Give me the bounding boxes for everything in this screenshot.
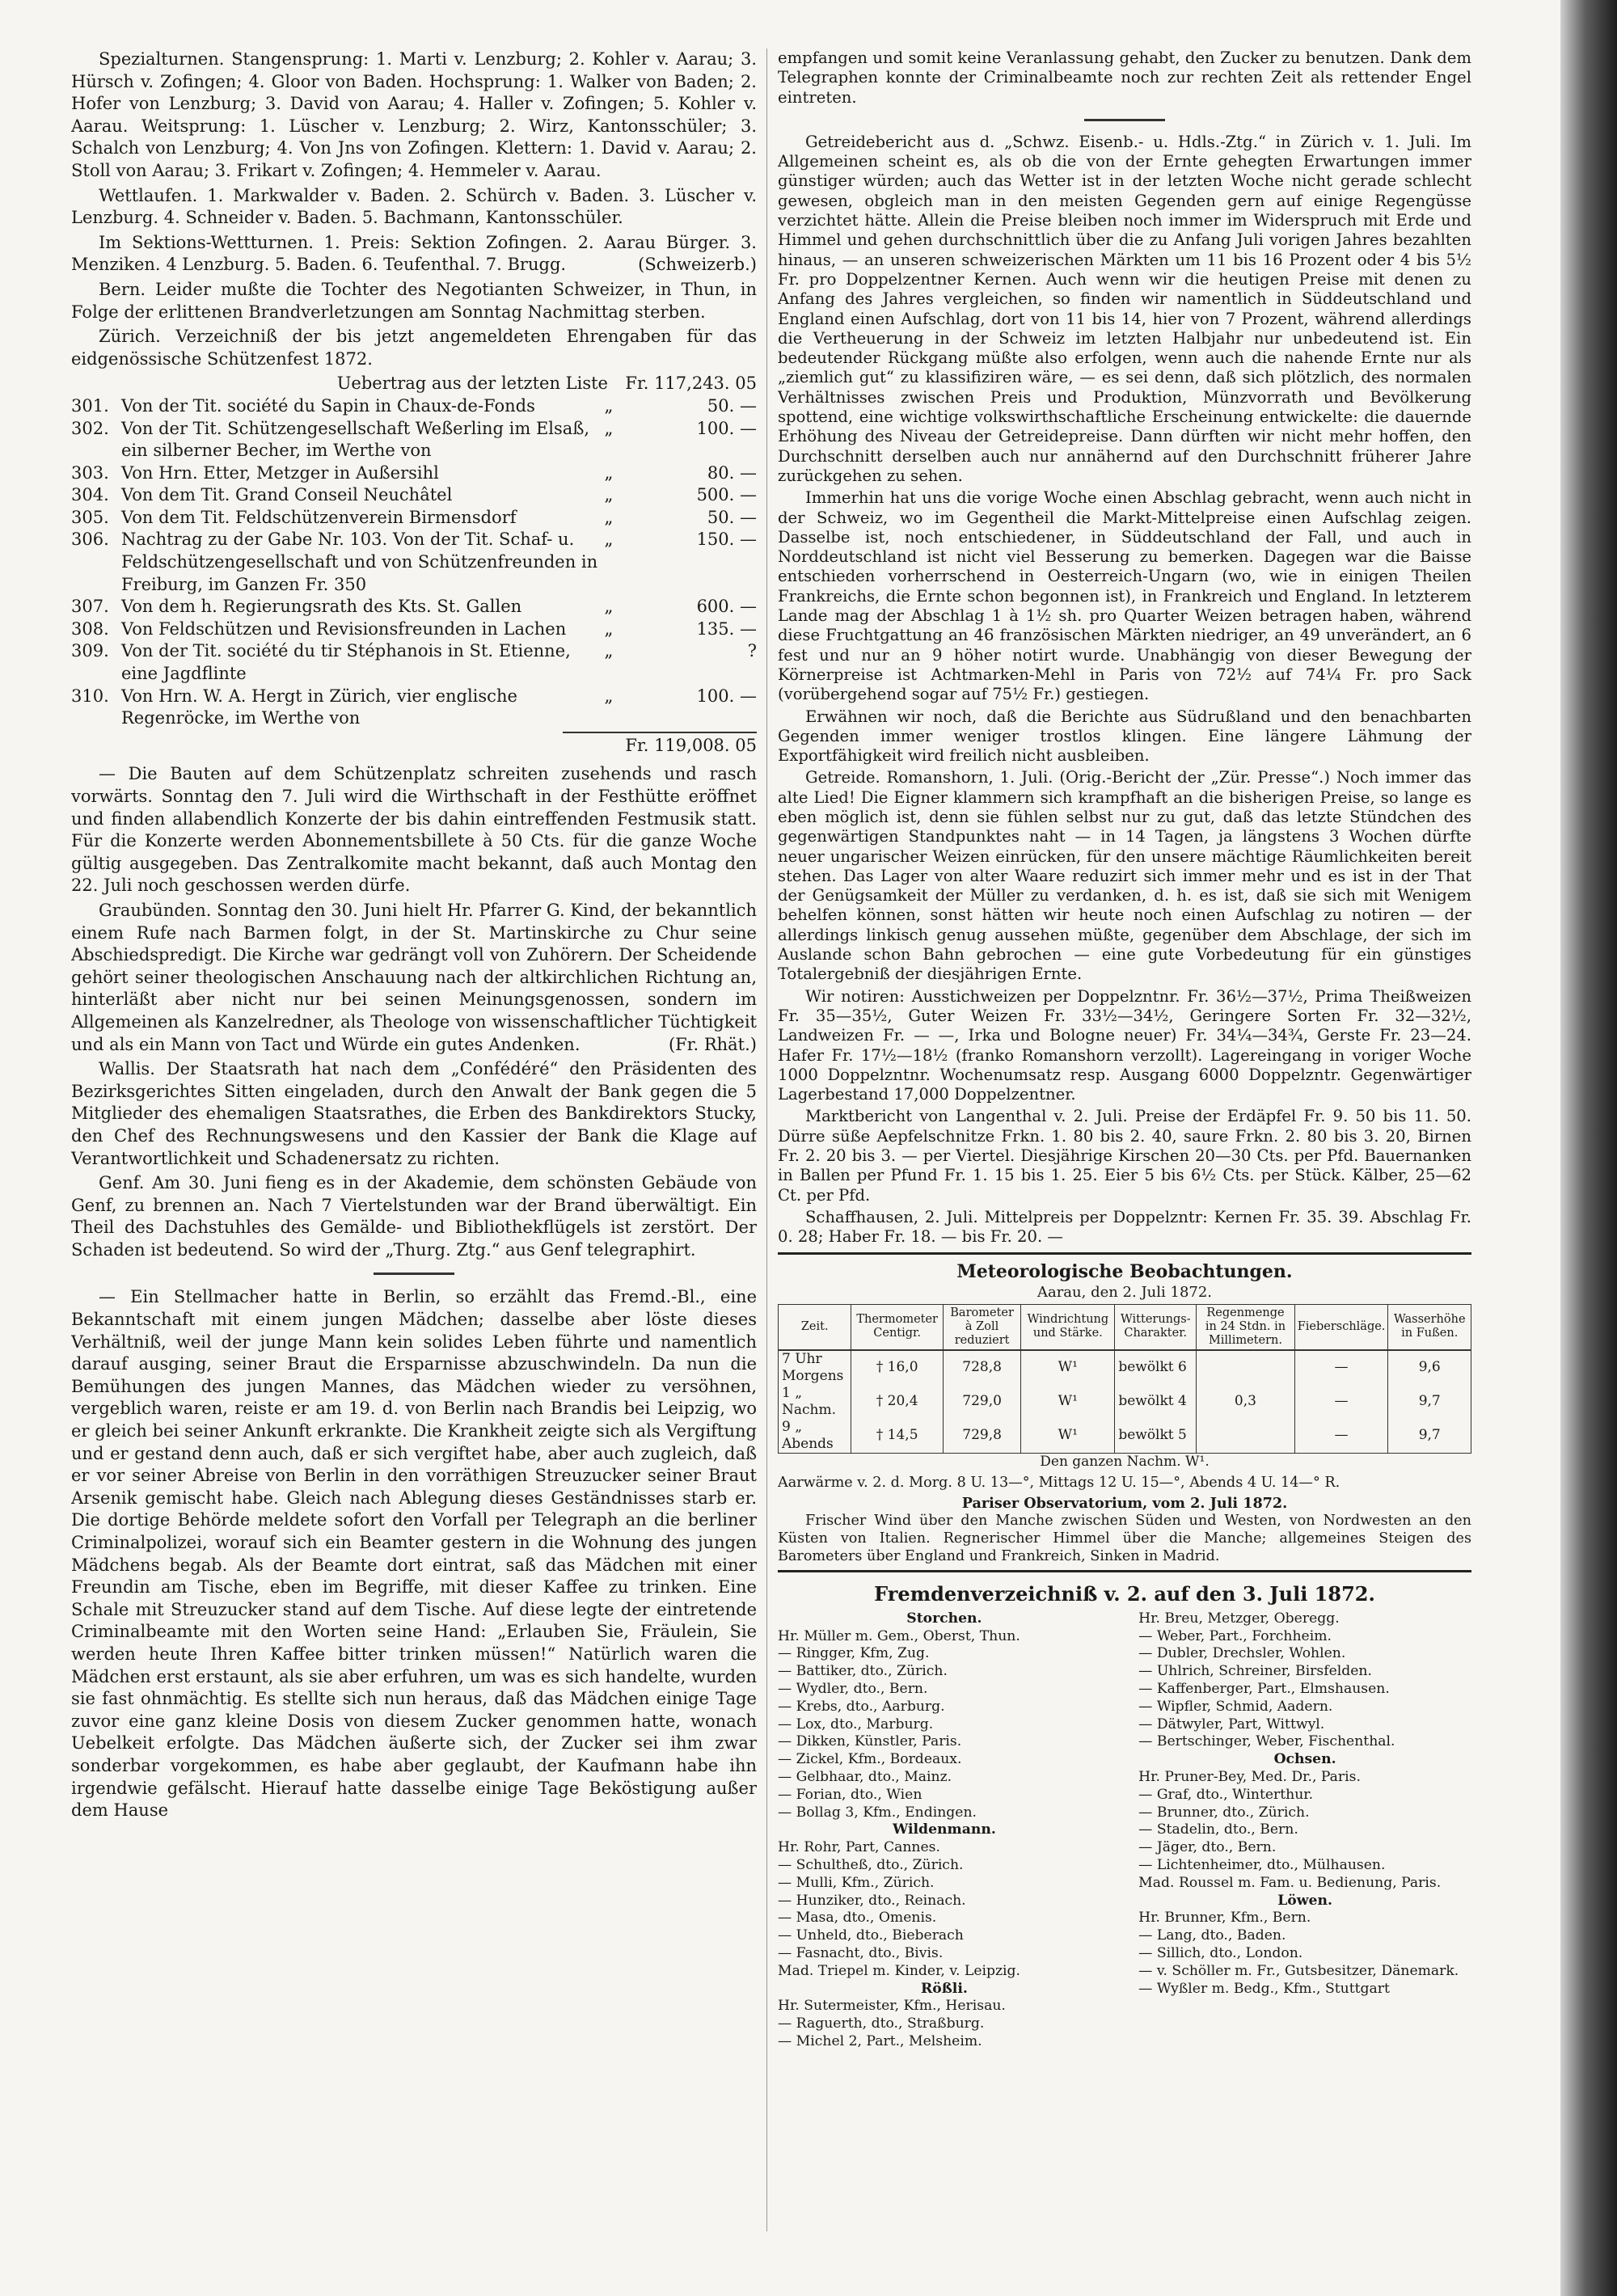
fremden-top-rule bbox=[778, 1570, 1471, 1572]
meteo-cell: 9,7 bbox=[1388, 1385, 1471, 1419]
guest-entry: — Sillich, dto., London. bbox=[1138, 1944, 1303, 1961]
zurich-intro: Zürich. Verzeichniß der bis jetzt angemeldeten Ehrengaben für das eidgenössische Schützenfest 1872. bbox=[71, 327, 757, 369]
ehrengabe-amount: 135. — bbox=[696, 618, 757, 639]
ehrengabe-number: 303. bbox=[71, 462, 109, 483]
graubunden-source: (Fr. Rhät.) bbox=[668, 1034, 757, 1054]
guest-entry: — Zickel, Kfm., Bordeaux. bbox=[778, 1751, 962, 1768]
ehrengabe-number: 307. bbox=[71, 597, 109, 617]
ehrengabe-number: 301. bbox=[71, 395, 109, 416]
meteo-cell: 7 Uhr Morgens bbox=[779, 1350, 851, 1385]
guest-entry: Hr. Müller m. Gem., Oberst, Thun. bbox=[778, 1627, 1020, 1644]
ehrengabe-text: Von Hrn. W. A. Hergt in Zürich, vier englische Regenröcke, im Werthe von bbox=[121, 686, 517, 728]
meteo-cell: 729,8 bbox=[943, 1419, 1020, 1454]
guest-entry: Hr. Rohr, Part, Cannes. bbox=[778, 1839, 940, 1856]
ehrengabe-row bbox=[71, 395, 757, 418]
meteo-cell: — bbox=[1294, 1350, 1388, 1385]
ehrengabe-number: 305. bbox=[71, 507, 109, 527]
total-row: Fr. 119,008. 05 bbox=[625, 735, 757, 755]
meteo-cell: 729,0 bbox=[943, 1385, 1020, 1419]
romanshorn-paragraph: Getreide. Romanshorn, 1. Juli. (Orig.-Bericht der „Zür. Presse“.) Noch immer das alte Lied! Die Eigner klammern sich krampfhaft an die bisherigen Preise, so lange es eben möglich ist, denn sie fühlen selbst nur zu gut, daß das letzte Stündchen des gegenwärtigen Standpunktes naht — in 14 Tagen, ja längstens 3 Wochen dürfte neuer ungarischer Weizen einrücken, für den unsere mächtige Räumlichkeiten bereit stehen. Das Lager von alter Waare reduzirt sich immer mehr und es ist in der That der Genügsamkeit der Müller zu verdanken, d. h. es ist, daß sie sich mit Wenigem behelfen können, sonst hätten wir heute noch einen Aufschlag zu notiren — der allerdings linkisch genug aussehen müßte, gegenüber dem Abschlage, der sich im Auslande schon Bahn gebrochen — eine gute Vorbedeutung für ein günstiges Totalergebniß der diesjährigen Ernte. bbox=[778, 768, 1471, 984]
ehrengaben-rows bbox=[71, 395, 757, 730]
ehrengabe-text: Von dem Tit. Grand Conseil Neuchâtel bbox=[121, 485, 453, 505]
ehrengabe-amount: 100. — bbox=[696, 418, 757, 438]
schaffhausen-paragraph: Schaffhausen, 2. Juli. Mittelpreis per Doppelzntr: Kernen Fr. 35. 39. Abschlag Fr. 0. 28; Haber Fr. 18. — bis Fr. 20. — bbox=[778, 1207, 1471, 1247]
meteo-table bbox=[778, 1304, 1471, 1454]
sektion-source: (Schweizerb.) bbox=[638, 255, 757, 275]
meteo-cell: 9,6 bbox=[1388, 1350, 1471, 1385]
right-column bbox=[778, 49, 1471, 2223]
ehrengabe-text: Von dem Tit. Feldschützenverein Birmensdorf bbox=[121, 507, 517, 527]
guest-entry: — Krebs, dto., Aarburg. bbox=[778, 1698, 945, 1715]
meteo-cell: W¹ bbox=[1021, 1385, 1115, 1419]
ehrengabe-row bbox=[71, 484, 757, 507]
ehrengabe-text: Von der Tit. société du Sapin in Chaux-de-Fonds bbox=[121, 395, 535, 416]
guest-entry: — Lox, dto., Marburg. bbox=[778, 1716, 934, 1733]
ehrengabe-amount: 50. — bbox=[707, 507, 757, 527]
guest-entry: — Dikken, Künstler, Paris. bbox=[778, 1733, 962, 1750]
guest-entry: — Battiker, dto., Zürich. bbox=[778, 1663, 948, 1680]
ditto-mark: „ bbox=[604, 641, 614, 661]
guest-entry: — Fasnacht, dto., Bivis. bbox=[778, 1944, 944, 1961]
ehrengabe-row bbox=[71, 507, 757, 530]
meteo-footer: Den ganzen Nachm. W¹. bbox=[1040, 1453, 1210, 1470]
guest-entry: — v. Schöller m. Fr., Gutsbesitzer, Dänemark. bbox=[1138, 1962, 1459, 1979]
hotel-heading: Löwen. bbox=[1277, 1892, 1332, 1909]
getreide-paragraph-2: Immerhin hat uns die vorige Woche einen Abschlag gebracht, wenn auch nicht in der Schweiz, wo im Gegentheil die Markt-Mittelpreise einen Aufschlag zeigen. Dasselbe ist, noch entschiedener, in Süddeutschland der Fall, und auch in Norddeutschland ist nicht viel Besserung zu bemerken. Dagegen war die Baisse entschieden vorherrschend in Oesterreich-Ungarn (wo, wie in einigen Theilen Frankreichs, die Ernte schon begonnen ist), in Frankreich und England. In letzterem Lande mag der Abschlag 1 à 1½ sh. pro Quarter Weizen betragen haben, während diese Fruchtgattung an 46 französischen Märkten niedriger, an 49 unverändert, an 6 fest und nur an 9 höher notirt wurde. Unabhängig von dieser Bewegung der Körnerpreise ist Achtmarken-Mehl in Paris von 72½ auf 74¼ Fr. pro Sack (vorübergehend sogar auf 75½ Fr.) gestiegen. bbox=[778, 488, 1471, 704]
bern-paragraph: Bern. Leider mußte die Tochter des Negotianten Schweizer, in Thun, in Folge der erlittenen Brandverletzungen am Sonntag Nachmittag sterben. bbox=[71, 279, 757, 322]
guest-entry: — Schultheß, dto., Zürich. bbox=[778, 1856, 964, 1873]
guest-entry: — Stadelin, dto., Bern. bbox=[1138, 1821, 1298, 1838]
pariser-heading: Pariser Observatorium, vom 2. Juli 1872. bbox=[961, 1494, 1288, 1512]
column-separator bbox=[766, 49, 767, 2231]
fremden-left bbox=[778, 1610, 1111, 2051]
meteo-cell: 728,8 bbox=[943, 1350, 1020, 1385]
ehrengabe-row bbox=[71, 529, 757, 596]
meteo-header-cell: Windrichtung und Stärke. bbox=[1021, 1304, 1115, 1350]
bauten-paragraph: — Die Bauten auf dem Schützenplatz schreiten zusehends und rasch vorwärts. Sonntag den 7. Juli wird die Wirthschaft in der Festhütte eröffnet und finden allabendlich Konzerte der bis dahin eintreffenden Festmusik statt. Für die Konzerte werden Abonnementsbillete à 50 Cts. für die ganze Woche gültig ausgegeben. Das Zentralkomite macht bekannt, daß auch Montag den 22. Juli noch geschossen werden dürfe. bbox=[71, 764, 757, 896]
meteo-cell: bewölkt 5 bbox=[1115, 1419, 1197, 1454]
guest-entry: — Ringger, Kfm, Zug. bbox=[778, 1645, 930, 1662]
guest-entry: — Raguerth, dto., Straßburg. bbox=[778, 2015, 985, 2032]
section-rule bbox=[374, 1273, 454, 1275]
ditto-mark: „ bbox=[604, 597, 614, 617]
ehrengabe-amount: 150. — bbox=[696, 530, 757, 550]
meteo-body bbox=[779, 1350, 1471, 1454]
guest-entry: — Uhlrich, Schreiner, Birsfelden. bbox=[1138, 1663, 1372, 1680]
guest-entry: — Bertschinger, Weber, Fischenthal. bbox=[1138, 1733, 1395, 1750]
meteo-cell: bewölkt 6 bbox=[1115, 1350, 1197, 1385]
ditto-mark: „ bbox=[604, 485, 614, 505]
ehrengabe-row bbox=[71, 418, 757, 462]
ditto-mark: „ bbox=[604, 507, 614, 527]
ehrengabe-amount: 50. — bbox=[707, 395, 757, 416]
wallis-paragraph: Wallis. Der Staatsrath hat nach dem „Confédéré“ den Präsidenten des Bezirksgerichtes Sitten eingeladen, durch den Anwalt der Bank gegen die 5 Mitglieder des ehemaligen Staatsrathes, die Erben des Bankdirektors Stucky, den Chef des Rechnungswesens und den Kassier der Bank die Klage auf Verantwortlichkeit und Schadenersatz zu richten. bbox=[71, 1059, 757, 1168]
guest-entry: — Michel 2, Part., Melsheim. bbox=[778, 2032, 982, 2049]
ehrengabe-amount: 80. — bbox=[707, 462, 757, 483]
guest-entry: — Wydler, dto., Bern. bbox=[778, 1681, 928, 1697]
meteo-top-rule bbox=[778, 1252, 1471, 1255]
meteo-header-cell: Wasserhöhe in Fußen. bbox=[1388, 1304, 1471, 1350]
meteo-header-row bbox=[779, 1304, 1471, 1350]
genf-paragraph: Genf. Am 30. Juni fieng es in der Akademie, dem schönsten Gebäude von Genf, zu brennen an. Nach 7 Viertelstunden war der Brand überwältigt. Ein Theil des Dachstuhles des Gemälde- und Bibliothekflügels ist zerstört. Der Schaden ist bedeutend. So wird der „Thurg. Ztg.“ aus Genf telegraphirt. bbox=[71, 1173, 757, 1260]
continuation-paragraph: empfangen und somit keine Veranlassung gehabt, den Zucker zu benutzen. Dank dem Telegraphen konnte der Criminalbeamte noch zur rechten Zeit als rettender Engel eintreten. bbox=[778, 49, 1471, 107]
guest-entry: — Lichtenheimer, dto., Mülhausen. bbox=[1138, 1856, 1386, 1873]
graubunden-paragraph: Graubünden. Sonntag den 30. Juni hielt Hr. Pfarrer G. Kind, der bekanntlich einem Rufe nach Barmen folgt, in der St. Martinskirche zu Chur seine Abschiedspredigt. Die Kirche war gedrängt voll von Zuhörern. Der Scheidende gehört seiner theologischen Anschauung nach der altkirchlichen Richtung an, hinterläßt aber nicht nur bei seinen Meinungsgenossen, sondern im Allgemeinen als Kanzelredner, als Theologe von wissenschaftlicher Tüchtigkeit und als ein Mann von Tact und Würde ein gutes Andenken. (Fr. Rhät.) bbox=[71, 900, 757, 1056]
hotel-heading: Rößli. bbox=[920, 1980, 968, 1997]
guest-entry: — Weber, Part., Forchheim. bbox=[1138, 1627, 1332, 1644]
ehrengabe-amount: 100. — bbox=[696, 686, 757, 706]
getreide-paragraph-3: Erwähnen wir noch, daß die Berichte aus Südrußland und den benachbarten Gegenden immer weniger trostlos klingen. Eine längere Lähmung der Exportfähigkeit wird freilich nicht ausbleiben. bbox=[778, 707, 1471, 766]
sum-rule bbox=[563, 732, 757, 733]
meteo-cell: † 20,4 bbox=[851, 1385, 943, 1419]
markt-paragraph: Marktbericht von Langenthal v. 2. Juli. Preise der Erdäpfel Fr. 9. 50 bis 11. 50. Dürre süße Aepfelschnitze Frkn. 1. 80 bis 2. 40, saure Frkn. 2. 80 bis 3. 20, Birnen Fr. 2. 20 bis 3. — per Viertel. Diesjährige Kirschen 20—30 Cts. per Pfd. Bauernanken in Ballen per Pfund Fr. 1. 15 bis 1. 25. Eier 5 bis 6½ Cts. per Stück. Kälber, 25—62 Ct. per Pfd. bbox=[778, 1107, 1471, 1205]
ehrengabe-row bbox=[71, 462, 757, 485]
ehrengabe-text: Von der Tit. société du tir Stéphanois in St. Etienne, eine Jagdflinte bbox=[121, 641, 571, 684]
meteo-subtitle: Aarau, den 2. Juli 1872. bbox=[1036, 1283, 1213, 1301]
meteo-cell: W¹ bbox=[1021, 1419, 1115, 1454]
ehrengabe-row bbox=[71, 618, 757, 641]
hotel-heading: Ochsen. bbox=[1273, 1751, 1336, 1768]
meteo-cell: — bbox=[1294, 1419, 1388, 1454]
guest-entry: — Forian, dto., Wien bbox=[778, 1786, 922, 1803]
guest-entry: — Wyßler m. Bedg., Kfm., Stuttgart bbox=[1138, 1980, 1390, 1997]
meteo-cell bbox=[1197, 1419, 1294, 1454]
meteo-row bbox=[779, 1385, 1471, 1419]
ehrengabe-text: Von Hrn. Etter, Metzger in Außersihl bbox=[121, 462, 439, 483]
ehrengabe-row bbox=[71, 686, 757, 730]
ehrengabe-number: 308. bbox=[71, 618, 109, 639]
guest-entry: — Unheld, dto., Bieberach bbox=[778, 1927, 964, 1944]
ehrengabe-amount: 500. — bbox=[696, 485, 757, 505]
meteo-cell: † 16,0 bbox=[851, 1350, 943, 1385]
guest-entry: Hr. Pruner-Bey, Med. Dr., Paris. bbox=[1138, 1768, 1361, 1785]
guest-entry: — Bollag 3, Kfm., Endingen. bbox=[778, 1804, 977, 1821]
meteo-row bbox=[779, 1419, 1471, 1454]
left-column bbox=[71, 49, 757, 2223]
stellmacher-paragraph: — Ein Stellmacher hatte in Berlin, so erzählt das Fremd.-Bl., eine Bekanntschaft mit einem jungen Mädchen; dasselbe aber löste dieses Verhältniß, weil der junge Mann kein solides Leben führte und namentlich darauf ausging, seiner Braut die Ersparnisse abzuschwindeln. Da nun die Bemühungen des jungen Mannes, das Mädchen wieder zu versöhnen, vergeblich waren, reiste er am 19. d. von Berlin nach Brandis bei Leipzig, wo er gleich bei seiner Ankunft erkrankte. Die Krankheit zeigte sich als Vergiftung und er gestand denn auch, daß er sich vergiftet habe, aber auch zugleich, daß er vor seiner Abreise von Berlin in den vorräthigen Streuzucker seiner Braut Arsenik gemischt habe. Gleich nach Ablegung dieses Geständnisses starb er. Die dortige Behörde meldete sofort den Vorfall per Telegraph an die berliner Criminalpolizei, worauf sich ein Beamter gestern in die Wohnung des jungen Mädchens begab. Als der Beamte dort eintrat, saß das Mädchen mit einer Freundin am Tische, eben im Begriffe, mit dieser Kaffee zu trinken. Eine Schale mit Streuzucker stand auf dem Tische. Auf diese legte der eintretende Criminalbeamte mit den Worten seine Hand: „Erlauben Sie, Fräulein, Sie werden heute Ihren Kaffee bitter trinken müssen!“ Natürlich waren die Mädchen erst erstaunt, als sie aber erfuhren, um was es sich handelte, wurden sie fast ohnmächtig. Es stellte sich nun heraus, daß das Mädchen einige Tage zuvor eine ganz kleine Dosis von diesem Zucker genommen hatte, wonach Uebelkeit erfolgte. Das Mädchen äußerte sich, der Zucker sei ihm zwar sonderbar vorgekommen, es habe aber geglaubt, der Kaufmann habe ihn irgendwie gefälscht. Hierauf hatte dasselbe einige Tage Beköstigung außer dem Hause bbox=[71, 1287, 757, 1821]
ditto-mark: „ bbox=[604, 618, 614, 639]
page-binding-edge bbox=[1560, 0, 1617, 2296]
guest-entry: — Masa, dto., Omenis. bbox=[778, 1910, 937, 1927]
guest-entry: — Graf, dto., Winterthur. bbox=[1138, 1786, 1314, 1803]
sport-paragraph: Spezialturnen. Stangensprung: 1. Marti v. Lenzburg; 2. Kohler v. Aarau; 3. Hürsch v. Zofingen; 4. Gloor von Baden. Hochsprung: 1. Walker von Baden; 2. Hofer von Lenzburg; 3. David von Aarau; 4. Haller v. Zofingen; 5. Kohler v. Aarau. Weitsprung: 1. Lüscher v. Lenzburg; 2. Wirz, Kantonsschüler; 3. Schalch von Lenzburg; 4. Von Jns von Zofingen. Klettern: 1. David v. Aarau; 2. Stoll von Aarau; 3. Frikart v. Zofingen; 4. Hemmeler v. Aarau. bbox=[71, 49, 757, 180]
notiren-paragraph: Wir notiren: Ausstichweizen per Doppelzntnr. Fr. 36½—37½, Prima Theißweizen Fr. 35—35½, Guter Weizen Fr. 33½—34½, Geringere Sorten Fr. 32—32½, Landweizen Fr. — —, Irka und Bologne neuer) Fr. 34¼—34¾, Gerste Fr. 23—24. Hafer Fr. 17½—18½ (franko Romanshorn verzollt). Lagereingang in voriger Woche 1000 Doppelzntnr. Wochenumsatz resp. Ausgang 6000 Doppelzntr. Gegenwärtiger Lagerbestand 17,000 Doppelzentner. bbox=[778, 986, 1471, 1104]
fremden-list bbox=[778, 1610, 1471, 2051]
guest-entry: — Kaffenberger, Part., Elmshausen. bbox=[1138, 1681, 1390, 1697]
meteo-header-cell: Regenmenge in 24 Stdn. in Millimetern. bbox=[1197, 1304, 1294, 1350]
ehrengabe-text: Nachtrag zu der Gabe Nr. 103. Von der Tit. Schaf- u. Feldschützengesellschaft und von Schützenfreunden in Freiburg, im Ganzen Fr. 350 bbox=[121, 530, 598, 594]
ehrengabe-amount: 600. — bbox=[696, 597, 757, 617]
meteo-cell: W¹ bbox=[1021, 1350, 1115, 1385]
fremden-right bbox=[1138, 1610, 1471, 2051]
meteo-cell: — bbox=[1294, 1385, 1388, 1419]
meteo-header-cell: Fieberschläge. bbox=[1294, 1304, 1388, 1350]
guest-entry: — Hunziker, dto., Reinach. bbox=[778, 1892, 966, 1909]
ehrengabe-number: 310. bbox=[71, 686, 109, 706]
ditto-mark: „ bbox=[604, 686, 614, 706]
uebertrag-row: Uebertrag aus der letzten Liste Fr. 117,243. 05 bbox=[336, 374, 757, 394]
meteo-cell: 0,3 bbox=[1197, 1385, 1294, 1419]
guest-entry: — Lang, dto., Baden. bbox=[1138, 1927, 1286, 1944]
meteo-cell bbox=[1197, 1350, 1294, 1385]
ehrengabe-number: 309. bbox=[71, 641, 109, 661]
meteo-cell: 1 „ Nachm. bbox=[779, 1385, 851, 1419]
ditto-mark: „ bbox=[604, 530, 614, 550]
ditto-mark: „ bbox=[604, 418, 614, 438]
ehrengabe-text: Von Feldschützen und Revisionsfreunden in Lachen bbox=[121, 618, 567, 639]
pariser-paragraph: Frischer Wind über den Manche zwischen Süden und Westen, von Nordwesten an den Küsten von Italien. Regnerischer Himmel über die Manche; allgemeines Steigen des Barometers über England und Frankreich, Sinken in Madrid. bbox=[778, 1512, 1471, 1564]
guest-entry: Hr. Breu, Metzger, Oberegg. bbox=[1138, 1610, 1340, 1627]
meteo-cell: † 14,5 bbox=[851, 1419, 943, 1454]
ditto-mark: „ bbox=[604, 395, 614, 416]
guest-entry: Mad. Triepel m. Kinder, v. Leipzig. bbox=[778, 1962, 1021, 1979]
guest-entry: — Mulli, Kfm., Zürich. bbox=[778, 1874, 935, 1891]
ehrengabe-text: Von dem h. Regierungsrath des Kts. St. Gallen bbox=[121, 597, 522, 617]
meteo-cell: bewölkt 4 bbox=[1115, 1385, 1197, 1419]
aarwarme-line: Aarwärme v. 2. d. Morg. 8 U. 13—°, Mittags 12 U. 15—°, Abends 4 U. 14—° R. bbox=[778, 1474, 1340, 1491]
ditto-mark: „ bbox=[604, 462, 614, 483]
meteo-cell: 9 „ Abends bbox=[779, 1419, 851, 1454]
guest-entry: — Dubler, Drechsler, Wohlen. bbox=[1138, 1645, 1346, 1662]
fremden-title: Fremdenverzeichniß v. 2. auf den 3. Juli 1872. bbox=[874, 1581, 1375, 1606]
guest-entry: — Gelbhaar, dto., Mainz. bbox=[778, 1768, 952, 1785]
guest-entry: Hr. Brunner, Kfm., Bern. bbox=[1138, 1910, 1311, 1927]
guest-entry: — Brunner, dto., Zürich. bbox=[1138, 1804, 1310, 1821]
guest-entry: — Dätwyler, Part, Wittwyl. bbox=[1138, 1716, 1325, 1733]
guest-entry: — Jäger, dto., Bern. bbox=[1138, 1839, 1277, 1856]
hotel-heading: Wildenmann. bbox=[893, 1821, 996, 1838]
meteo-header-cell: Witterungs-Charakter. bbox=[1115, 1304, 1197, 1350]
guest-entry: — Wipfler, Schmid, Aadern. bbox=[1138, 1698, 1333, 1715]
guest-entry: Mad. Roussel m. Fam. u. Bedienung, Paris. bbox=[1138, 1874, 1442, 1891]
getreidebericht-paragraph: Getreidebericht aus d. „Schwz. Eisenb.- u. Hdls.-Ztg.“ in Zürich v. 1. Juli. Im Allgemeinen scheint es, als ob die von der Ernte gehegten Erwartungen immer günstiger würden; auch das Wetter ist in der letzten Woche nicht gerade schlecht gewesen, obgleich man in den meisten Gegenden gern auf einige Regengüsse verzichtet hätte. Allein die Preise bleiben noch immer im Widerspruch mit Erde und Himmel und gehen durchschnittlich über die zu Anfang Juli vorigen Jahres bezahlten hinaus, — an unseren schweizerischen Märkten um 11 bis 16 Prozent oder 4 bis 5½ Fr. pro Doppelzentner Kernen. Auch wenn wir die heutigen Preise mit denen zu Anfang des Jahres vergleichen, so finden wir namentlich in Süddeutschland und England einen Aufschlag, dort von 11 bis 14, hier von 7 Prozent, während allerdings die Vertheuerung in der Schweiz im letzten Halbjahr nur unbedeutend ist. Ein bedeutender Rückgang müßte also erfolgen, wenn auch die nahende Ernte nur als „ziemlich gut“ zu klassifiziren wäre, — es sei denn, daß sich plötzlich, des normalen Verhältnisses zwischen Preis und Produktion, Münzvorrath und Bevölkerung spottend, eine wichtige volkswirthschaftliche Erscheinung entwickelte: die dauernde Erhöhung des Niveau der Getreidepreise. Dann dürften wir nicht mehr hoffen, den Durchschnitt derselben auch nur annähernd auf den Durchschnitt früherer Jahre zurückgehen zu sehen. bbox=[778, 132, 1471, 485]
meteo-header-cell: Thermometer Centigr. bbox=[851, 1304, 943, 1350]
hotel-heading: Storchen. bbox=[906, 1610, 982, 1627]
sektion-paragraph: Im Sektions-Wettturnen. 1. Preis: Sektion Zofingen. 2. Aarau Bürger. 3. Menziken. 4 Lenzburg. 5. Baden. 6. Teufenthal. 7. Brugg. (Schweizerb.) bbox=[71, 232, 757, 276]
ehrengabe-row bbox=[71, 596, 757, 618]
ehrengabe-number: 304. bbox=[71, 485, 109, 505]
sport-results bbox=[71, 49, 757, 230]
meteo-cell: 9,7 bbox=[1388, 1419, 1471, 1454]
ehrengabe-number: 302. bbox=[71, 418, 109, 438]
meteo-row bbox=[779, 1350, 1471, 1385]
section-rule bbox=[1084, 119, 1165, 121]
ehrengabe-row bbox=[71, 640, 757, 685]
meteo-header-cell: Barometer à Zoll reduziert bbox=[943, 1304, 1020, 1350]
ehrengaben-list bbox=[71, 373, 757, 757]
meteo-title: Meteorologische Beobachtungen. bbox=[956, 1260, 1293, 1282]
meteo-header-cell: Zeit. bbox=[779, 1304, 851, 1350]
sport-paragraph: Wettlaufen. 1. Markwalder v. Baden. 2. Schürch v. Baden. 3. Lüscher v. Lenzburg. 4. Schneider v. Baden. 5. Bachmann, Kantonsschüler. bbox=[71, 185, 757, 228]
ehrengabe-number: 306. bbox=[71, 530, 109, 550]
ehrengabe-amount: ? bbox=[747, 641, 757, 661]
guest-entry: Hr. Sutermeister, Kfm., Herisau. bbox=[778, 1998, 1006, 2015]
ehrengabe-text: Von der Tit. Schützengesellschaft Weßerling im Elsaß, ein silberner Becher, im Werthe von bbox=[121, 418, 590, 461]
